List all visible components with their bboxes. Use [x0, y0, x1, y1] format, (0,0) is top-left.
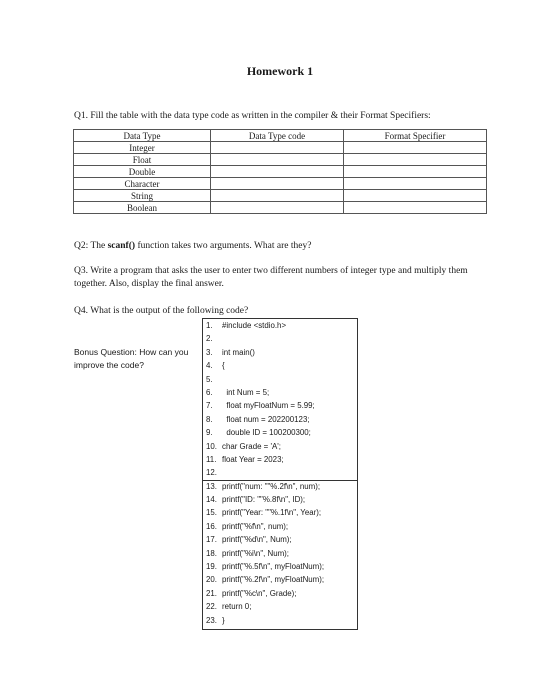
line-number: 2.: [206, 334, 213, 344]
data-type-code-cell[interactable]: [211, 190, 344, 202]
line-number: 8.: [206, 414, 213, 424]
table-row: [74, 154, 487, 166]
line-code: return 0;: [222, 602, 252, 612]
table-row: [74, 178, 487, 190]
line-code: int Num = 5;: [222, 387, 270, 397]
line-code: printf("%f\n", num);: [222, 521, 289, 531]
code-line: [203, 426, 357, 439]
line-code: float Year = 2023;: [222, 454, 284, 464]
data-type-code-cell[interactable]: [211, 154, 344, 166]
format-specifier-cell[interactable]: [344, 154, 487, 166]
line-number: 1.: [206, 321, 213, 330]
line-number: 10.: [206, 441, 217, 451]
q2-bold: scanf(): [107, 241, 136, 251]
line-code: double ID = 100200300;: [222, 428, 311, 438]
line-number: 18.: [206, 548, 217, 558]
column-header-format-specifier: Format Specifier: [344, 130, 487, 142]
code-line: [203, 493, 357, 506]
column-header-data-type: Data Type: [74, 130, 211, 142]
format-specifier-cell[interactable]: [344, 166, 487, 178]
code-line: [203, 560, 357, 573]
table-row: [74, 202, 487, 214]
line-code: float myFloatNum = 5.99;: [222, 401, 315, 411]
line-number: 17.: [206, 535, 217, 545]
line-code: printf("%.5f\n", myFloatNum);: [222, 562, 325, 572]
code-line: [203, 413, 357, 426]
code-line: [203, 466, 357, 479]
line-number: 11.: [206, 454, 217, 464]
line-number: 7.: [206, 401, 213, 411]
line-number: 6.: [206, 387, 213, 397]
table-row: [74, 142, 487, 154]
code-line: [203, 547, 357, 560]
code-line: [203, 332, 357, 345]
code-line: [203, 319, 357, 332]
bonus-question: Bonus Question: How can you improve the code?: [74, 347, 189, 370]
code-line: [203, 520, 357, 533]
line-number: 23.: [206, 615, 217, 625]
code-line: [203, 399, 357, 412]
data-type-cell: Boolean: [74, 202, 211, 214]
format-specifier-cell[interactable]: [344, 190, 487, 202]
code-line: [203, 573, 357, 586]
line-code: int main(): [222, 347, 255, 357]
question-3: Q3. Write a program that asks the user to enter two different numbers of integer type and multiply them together. Also, display the final answer.: [74, 266, 468, 289]
line-number: 5.: [206, 374, 213, 384]
line-number: 3.: [206, 347, 213, 357]
code-listing: [202, 318, 358, 630]
data-type-cell: Character: [74, 178, 211, 190]
code-line: [203, 440, 357, 453]
question-4: Q4. What is the output of the following code?: [74, 306, 249, 316]
table-header-row: [74, 130, 487, 142]
data-type-cell: String: [74, 190, 211, 202]
line-number: 22.: [206, 602, 217, 612]
line-code: printf("%d\n", Num);: [222, 535, 292, 545]
line-code: printf("num: ""%.2f\n", num);: [222, 481, 321, 491]
code-line: [203, 533, 357, 546]
column-header-data-type-code: Data Type code: [211, 130, 344, 142]
code-line: [203, 359, 357, 372]
code-line: [203, 346, 357, 359]
line-code: char Grade = 'A';: [222, 441, 281, 451]
code-line: [203, 386, 357, 399]
line-code: }: [222, 615, 225, 625]
code-line: [203, 614, 357, 627]
line-code: printf("%.2f\n", myFloatNum);: [222, 575, 325, 585]
format-specifier-cell[interactable]: [344, 178, 487, 190]
line-code: {: [222, 361, 225, 371]
code-line: [203, 587, 357, 600]
line-number: 14.: [206, 495, 217, 505]
question-2: [74, 240, 484, 253]
line-number: 16.: [206, 521, 217, 531]
data-type-code-cell[interactable]: [211, 142, 344, 154]
code-line: [203, 453, 357, 466]
line-code: printf("ID: ""%.8f\n", ID);: [222, 495, 306, 505]
line-number: 9.: [206, 428, 213, 438]
q2-prefix: Q2: The: [74, 241, 108, 251]
line-number: 20.: [206, 575, 217, 585]
q2-suffix: function takes two arguments. What are they?: [135, 241, 312, 251]
line-number: 21.: [206, 588, 217, 598]
line-code: printf("%i\n", Num);: [222, 548, 289, 558]
code-divider: [203, 480, 357, 481]
data-type-code-cell[interactable]: [211, 178, 344, 190]
code-line: [203, 480, 357, 493]
data-type-table: [73, 129, 487, 214]
format-specifier-cell[interactable]: [344, 142, 487, 154]
code-line: [203, 600, 357, 613]
data-type-code-cell[interactable]: [211, 202, 344, 214]
table-row: [74, 166, 487, 178]
format-specifier-cell[interactable]: [344, 202, 487, 214]
data-type-cell: Float: [74, 154, 211, 166]
code-line: [203, 506, 357, 519]
question-1: Q1. Fill the table with the data type code as written in the compiler & their Format Specifiers:: [74, 111, 431, 121]
data-type-cell: Integer: [74, 142, 211, 154]
line-code: #include <stdio.h>: [222, 321, 287, 330]
line-code: printf("Year: ""%.1f\n", Year);: [222, 508, 322, 518]
data-type-code-cell[interactable]: [211, 166, 344, 178]
line-number: 19.: [206, 562, 217, 572]
line-code: float num = 202200123;: [222, 414, 310, 424]
line-number: 4.: [206, 361, 213, 371]
code-line: [203, 373, 357, 386]
line-code: printf("%c\n", Grade);: [222, 588, 297, 598]
line-number: 15.: [206, 508, 217, 518]
page-title: Homework 1: [246, 64, 314, 78]
line-number: 13.: [206, 481, 217, 491]
data-type-cell: Double: [74, 166, 211, 178]
line-number: 12.: [206, 468, 217, 478]
table-row: [74, 190, 487, 202]
